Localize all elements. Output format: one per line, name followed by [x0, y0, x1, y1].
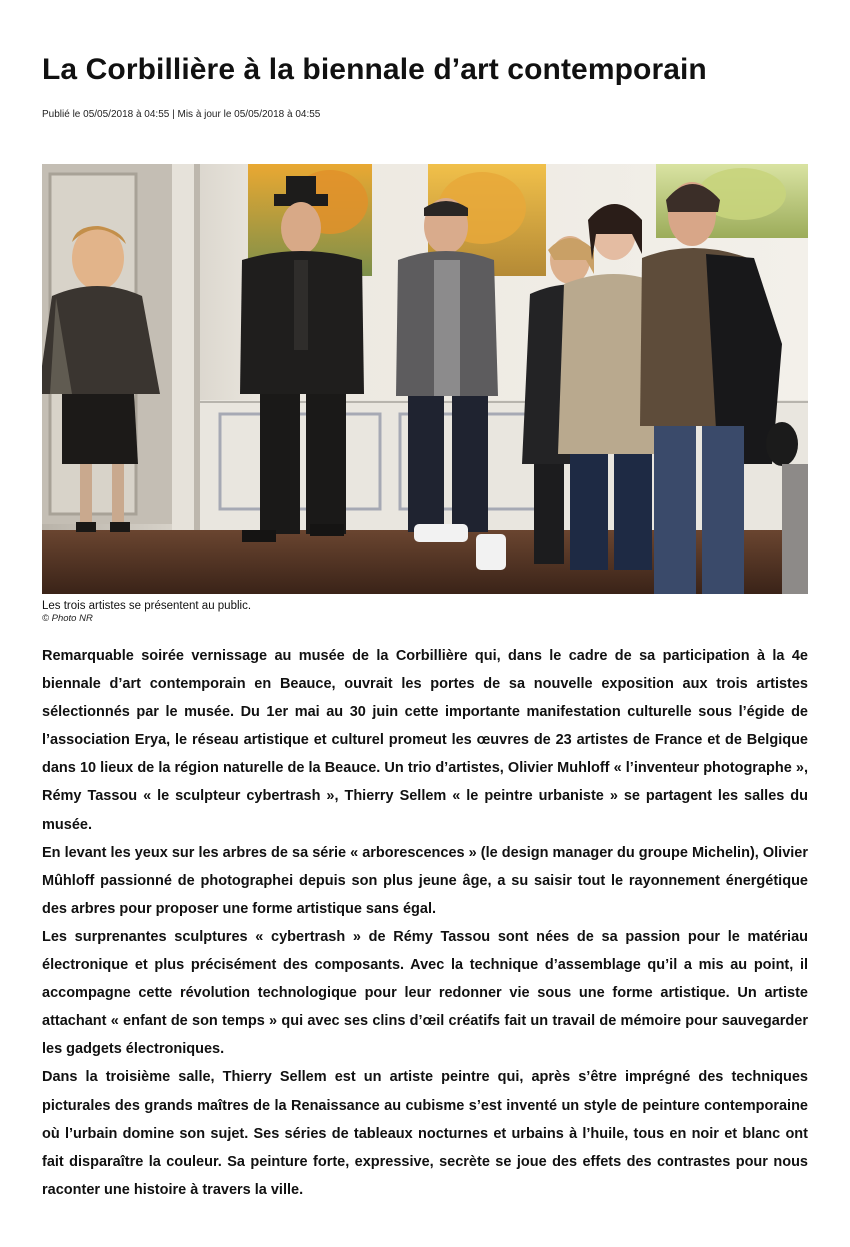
photo-credit: © Photo NR	[42, 613, 93, 624]
photo-caption: Les trois artistes se présentent au public.	[42, 600, 252, 612]
article-body	[42, 642, 808, 1204]
paragraph: En levant les yeux sur les arbres de sa série « arborescences » (le design manager du groupe Michelin), Olivier Mûhloff passionné de photographei depuis son plus jeune âge, a su saisir tout le rayonnement énergétique des arbres pour proposer une forme artistique sans égal.	[42, 844, 808, 917]
paragraph: Dans la troisième salle, Thierry Sellem est un artiste peintre qui, après s’être imprégné des techniques picturales des grands maîtres de la Renaissance au cubisme s’est inventé un style de peinture contemporaine où l’urbain domine son sujet. Ses séries de tableaux nocturnes et urbains à l’huile, tous en noir et blanc ont fait disparaître la couleur. Sa peinture forte, expressive, secrète se joue des effets des contrastes pour nous raconter une histoire à travers la ville.	[42, 1069, 808, 1198]
publication-dates: Publié le 05/05/2018 à 04:55 | Mis à jour le 05/05/2018 à 04:55	[42, 109, 321, 120]
article-photo	[42, 164, 808, 594]
paragraph: Remarquable soirée vernissage au musée de la Corbillière qui, dans le cadre de sa participation à la 4e biennale d’art contemporain en Beauce, ouvrait les portes de sa nouvelle exposition aux trois artistes sélectionnés par le musée. Du 1er mai au 30 juin cette importante manifestation culturelle sous l’égide de l’association Erya, le réseau artistique et culturel promeut les œuvres de 23 artistes de France et de Belgique dans 10 lieux de la région naturelle de la Beauce. Un trio d’artistes, Olivier Muhloff « l’inventeur photographe », Rémy Tassou « le sculpteur cybertrash », Thierry Sellem « le peintre urbaniste » se partagent les salles du musée.	[42, 648, 808, 833]
article	[42, 0, 808, 1204]
paragraph: Les surprenantes sculptures « cybertrash » de Rémy Tassou sont nées de sa passion pour le matériau électronique et plus précisément des composants. Avec la technique d’assemblage qu’il a mis au point, il accompagne cette révolution technologique pour leur redonner vie sous une forme artistique. Un artiste attachant « enfant de son temps » qui avec ses clins d’œil créatifs fait un travail de mémoire pour sauvegarder les gadgets électroniques.	[42, 928, 808, 1058]
photo-illustration	[42, 164, 808, 594]
article-title: La Corbillière à la biennale d’art contemporain	[42, 53, 707, 86]
